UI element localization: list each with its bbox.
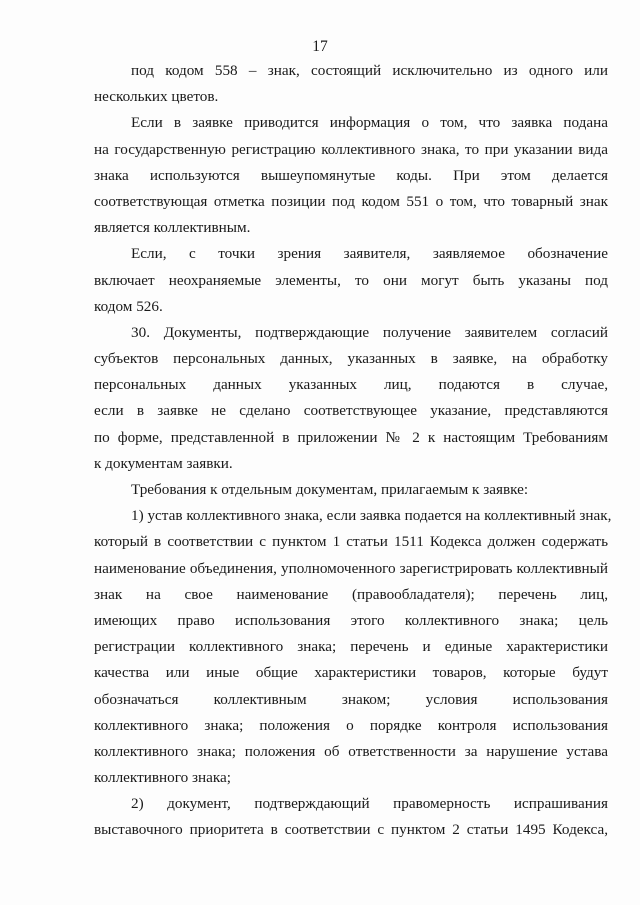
text-line: Если, с точки зрения заявителя, заявляемое обозначение [131,245,608,263]
text-line: коллективного знака; положения о порядке контроля использования [94,716,608,734]
text-line: соответствующая отметка позиции под кодом 551 о том, что товарный знак [94,192,608,210]
text-line: 2) документ, подтверждающий правомерность испрашивания [131,795,608,813]
text-line: наименование объединения, уполномоченного зарегистрировать коллективный [94,559,608,577]
text-line: обозначаться коллективным знаком; условия использования [94,690,608,708]
text-line: коллективного знака; положения об ответственности за нарушение устава [94,742,608,760]
text-line: если в заявке не сделано соответствующее указание, представляются [94,402,608,420]
text-line: имеющих право использования этого коллективного знака; цель [94,611,608,629]
text-line: качества или иные общие характеристики товаров, которые будут [94,664,608,682]
text-line: на государственную регистрацию коллективного знака, то при указании вида [94,140,608,158]
text-line: знака используются вышеупомянутые коды. При этом делается [94,166,608,184]
text-line: кодом 526. [94,297,163,315]
paragraph-item-1-charter [94,503,612,791]
text-line: который в соответствии с пунктом 1 статьи 1511 Кодекса должен содержать [94,533,608,551]
text-line: персональных данных указанных лиц, подаются в случае, [94,376,608,394]
paragraph-requirements-heading [94,477,608,503]
text-line: субъектов персональных данных, указанных в заявке, на обработку [94,350,608,368]
paragraph-item-2-exhibition-priority [94,791,608,843]
text-line: по форме, представленной в приложении № 2 к настоящим Требованиям [94,428,608,446]
text-line: Требования к отдельным документам, прилагаемым к заявке: [131,481,529,498]
text-line: выставочного приоритета в соответствии с пунктом 2 статьи 1495 Кодекса, [94,821,608,839]
text-line: включает неохраняемые элементы, то они могут быть указаны под [94,271,608,289]
document-body [94,58,612,844]
paragraph-unprotected-elements [94,241,608,320]
text-line: знак на свое наименование (правообладателя); перечень лиц, [94,585,608,603]
paragraph-item-30 [94,320,608,477]
text-line: коллективного знака; [94,769,231,787]
text-line: 1) устав коллективного знака, если заявка подается на коллективный знак, [131,507,612,525]
text-line: к документам заявки. [94,454,233,472]
paragraph-code-558 [94,58,608,110]
text-line: нескольких цветов. [94,88,219,106]
text-line: регистрации коллективного знака; перечень и единые характеристики [94,638,608,656]
text-line: под кодом 558 – знак, состоящий исключительно из одного или [131,62,608,79]
paragraph-collective-mark [94,110,608,241]
page-number: 17 [312,38,328,55]
text-line: 30. Документы, подтверждающие получение заявителем согласий [131,323,608,341]
text-line: Если в заявке приводится информация о том, что заявка подана [131,114,608,132]
text-line: является коллективным. [94,219,251,237]
